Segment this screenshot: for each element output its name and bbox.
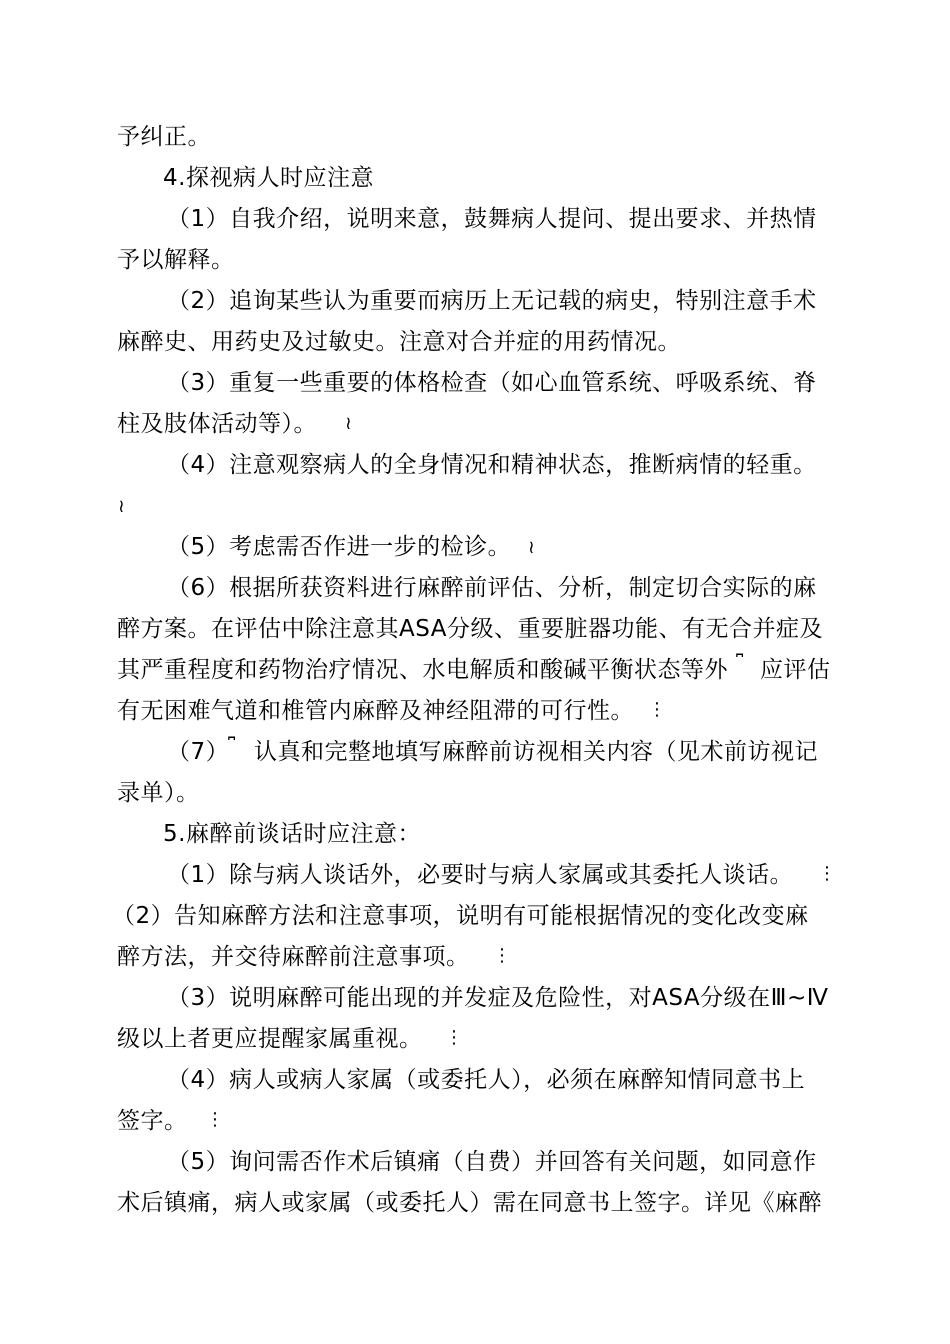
text-line: 签字。 — [117, 1108, 188, 1134]
text-line: （5）考虑需否作进一步的检诊。 — [167, 534, 512, 560]
text-line: 术后镇痛，病人或家属（或委托人）需在同意书上签字。详见《麻醉 — [117, 1190, 822, 1216]
colon-mark: ⋮ — [818, 863, 836, 884]
colon-mark: ⋮ — [493, 945, 511, 966]
text-line: 级以上者更应提醒家属重视。 — [117, 1026, 423, 1052]
text-line: 予纠正。 — [117, 124, 211, 150]
text-line: （5）询问需否作术后镇痛（自费）并回答有关问题，如同意作 — [167, 1149, 817, 1175]
text-line: （4）注意观察病人的全身情况和精神状态，推断病情的轻重。 — [167, 452, 817, 478]
text-line: （1）除与病人谈话外，必要时与病人家属或其委托人谈话。 — [167, 862, 794, 888]
section-heading: 5.麻醉前谈话时应注意： — [163, 821, 421, 847]
bracket-mark: ⎴ — [228, 737, 236, 758]
text-line: （3）重复一些重要的体格检查（如心血管系统、呼吸系统、脊 — [167, 370, 817, 396]
colon-mark: ⋮ — [648, 699, 666, 720]
section-heading: 4.探视病人时应注意 — [163, 165, 374, 191]
text-line: 予以解释。 — [117, 247, 235, 273]
text-line: （2）追询某些认为重要而病历上无记载的病史，特别注意手术 — [167, 288, 817, 314]
text-line: 应评估 — [760, 657, 831, 683]
text-line: （2）告知麻醉方法和注意事项，说明有可能根据情况的变化改变麻 — [112, 903, 809, 929]
text-line: （7） — [167, 739, 230, 765]
text-line: 麻醉史、用药史及过敏史。注意对合并症的用药情况。 — [117, 329, 681, 355]
text-line: 认真和完整地填写麻醉前访视相关内容（见术前访视记 — [254, 739, 818, 765]
text-line: （4）病人或病人家属（或委托人），必须在麻醉知情同意书上 — [167, 1067, 806, 1093]
text-line: 醉方法，并交待麻醉前注意事项。 — [117, 944, 470, 970]
text-line: （3）说明麻醉可能出现的并发症及危险性，对ASA分级在Ⅲ~Ⅳ — [167, 985, 829, 1011]
colon-mark: ⋮ — [206, 1109, 224, 1130]
text-line: 其严重程度和药物治疗情况、水电解质和酸碱平衡状态等外 — [117, 657, 728, 683]
tilde-mark: ≀ — [345, 413, 352, 434]
text-line: 柱及肢体活动等）。 — [117, 411, 317, 437]
text-line: （1）自我介绍，说明来意，鼓舞病人提问、提出要求、并热情 — [167, 206, 817, 232]
tilde-mark: ≀ — [528, 537, 535, 558]
tilde-mark: ≀ — [118, 496, 125, 517]
text-line: 醉方案。在评估中除注意其ASA分级、重要脏器功能、有无合并症及 — [117, 616, 823, 642]
colon-mark: ⋮ — [445, 1027, 463, 1048]
bracket-mark: ⎴ — [736, 654, 744, 675]
text-line: （6）根据所获资料进行麻醉前评估、分析，制定切合实际的麻 — [167, 575, 817, 601]
text-line: 有无困难气道和椎管内麻醉及神经阻滞的可行性。 — [117, 698, 634, 724]
text-line: 录单）。 — [117, 780, 200, 806]
